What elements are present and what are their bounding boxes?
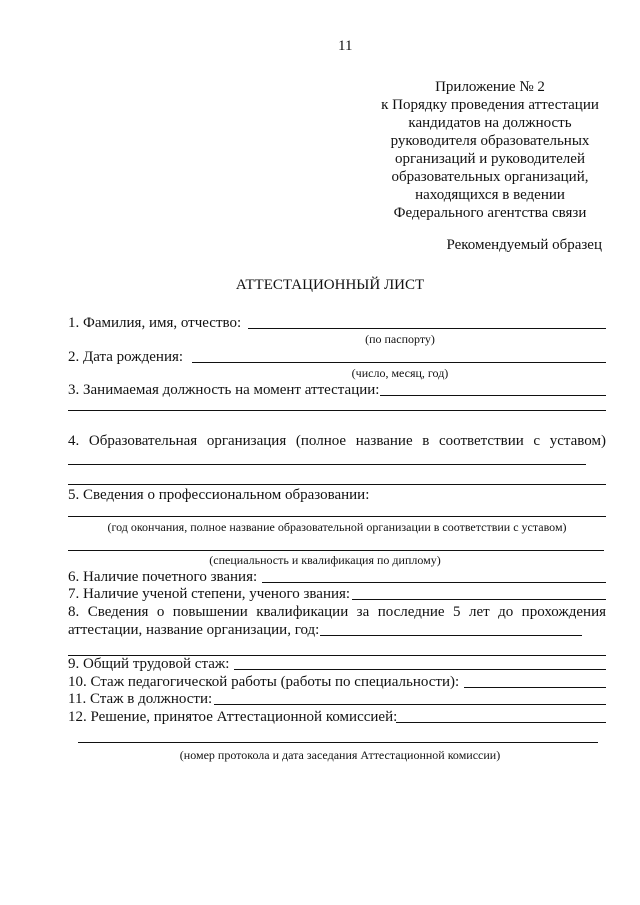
- field-4-line-1[interactable]: [68, 464, 586, 465]
- field-7-line[interactable]: [352, 599, 606, 600]
- document-title: АТТЕСТАЦИОННЫЙ ЛИСТ: [235, 277, 425, 293]
- appendix-line-6: образовательных организаций,: [391, 169, 589, 185]
- field-12-line-1[interactable]: [396, 722, 606, 723]
- field-1-hint: (по паспорту): [365, 332, 435, 346]
- field-5-hint-1: (год окончания, полное название образовательной организации в соответствии с уставом): [107, 520, 567, 534]
- field-12-line-2[interactable]: [78, 742, 598, 743]
- appendix-line-4: руководителя образовательных: [390, 133, 590, 149]
- field-3-line[interactable]: [380, 395, 606, 396]
- field-5-label: 5. Сведения о профессиональном образовании:: [68, 487, 370, 503]
- field-9-label: 9. Общий трудовой стаж:: [68, 656, 230, 672]
- field-4-line-2[interactable]: [68, 484, 606, 485]
- field-2-label: 2. Дата рождения:: [68, 349, 184, 365]
- page-number: 11: [338, 38, 353, 54]
- field-12-hint: (номер протокола и дата заседания Аттестационной комиссии): [179, 748, 501, 762]
- field-10-label: 10. Стаж педагогической работы (работы по специальности):: [68, 674, 460, 690]
- field-1-label: 1. Фамилия, имя, отчество:: [68, 315, 242, 331]
- appendix-line-8: Федерального агентства связи: [393, 205, 587, 221]
- field-5-line-2[interactable]: [68, 550, 604, 551]
- field-6-line[interactable]: [262, 582, 606, 583]
- field-12-label: 12. Решение, принятое Аттестационной комиссией:: [68, 709, 398, 725]
- field-1-line[interactable]: [248, 328, 606, 329]
- field-6-label: 6. Наличие почетного звания:: [68, 569, 258, 585]
- field-8-label-line-2: аттестации, название организации, год:: [68, 622, 320, 638]
- field-10-line[interactable]: [464, 687, 606, 688]
- field-2-line[interactable]: [192, 362, 606, 363]
- field-2-hint: (число, месяц, год): [351, 366, 449, 380]
- appendix-line-7: находящихся в ведении: [415, 187, 565, 203]
- field-3-label: 3. Занимаемая должность на момент аттестации:: [68, 382, 380, 398]
- field-9-line[interactable]: [234, 669, 606, 670]
- field-4-label: 4. Образовательная организация (полное название в соответствии с уставом): [68, 433, 606, 449]
- field-8-line-1[interactable]: [320, 635, 582, 636]
- field-11-label: 11. Стаж в должности:: [68, 691, 213, 707]
- appendix-line-3: кандидатов на должность: [408, 115, 572, 131]
- field-7-label: 7. Наличие ученой степени, ученого звания:: [68, 586, 351, 602]
- field-5-hint-2: (специальность и квалификация по диплому): [209, 553, 441, 567]
- appendix-line-1: Приложение № 2: [435, 79, 545, 95]
- field-11-line[interactable]: [214, 704, 606, 705]
- field-3-line-extra[interactable]: [68, 410, 606, 411]
- recommended-sample-label: Рекомендуемый образец: [446, 237, 602, 253]
- appendix-line-2: к Порядку проведения аттестации: [381, 97, 599, 113]
- field-5-line-1[interactable]: [68, 516, 606, 517]
- field-8-label-line-1: 8. Сведения о повышении квалификации за последние 5 лет до прохождения: [68, 604, 606, 620]
- appendix-line-5: организаций и руководителей: [395, 151, 585, 167]
